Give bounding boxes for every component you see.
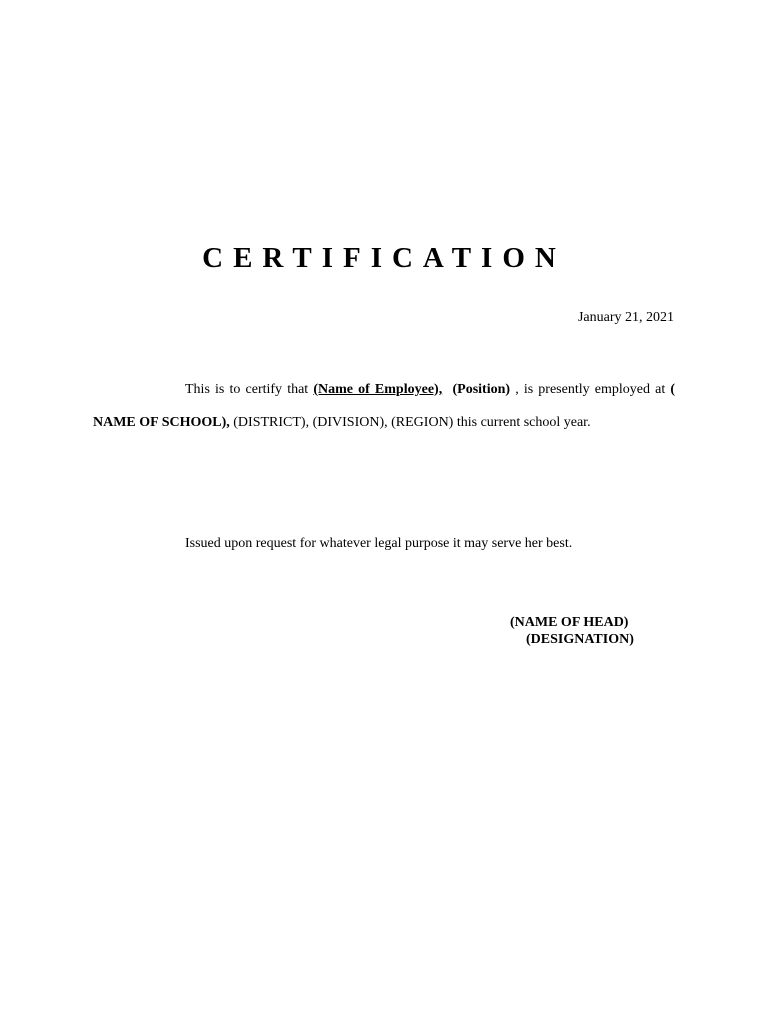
position-placeholder: (Position)	[452, 382, 511, 397]
intro-text: This is to certify that	[185, 382, 309, 397]
document-title: CERTIFICATION	[202, 242, 566, 274]
purpose-statement: Issued upon request for whatever legal purpose it may serve her best.	[185, 536, 573, 551]
signatory-designation: (DESIGNATION)	[526, 632, 634, 647]
employee-name-placeholder: (Name of Employee),	[313, 382, 443, 397]
certification-paragraph	[93, 373, 675, 439]
location-text: (DISTRICT), (DIVISION), (REGION) this current school year.	[233, 415, 591, 430]
signature-block	[470, 614, 690, 648]
signatory-name: (NAME OF HEAD)	[510, 615, 629, 630]
document-date: January 21, 2021	[577, 310, 674, 325]
school-name-placeholder: ( NAME OF SCHOOL),	[93, 382, 676, 430]
middle-text: , is presently employed at	[515, 382, 666, 397]
